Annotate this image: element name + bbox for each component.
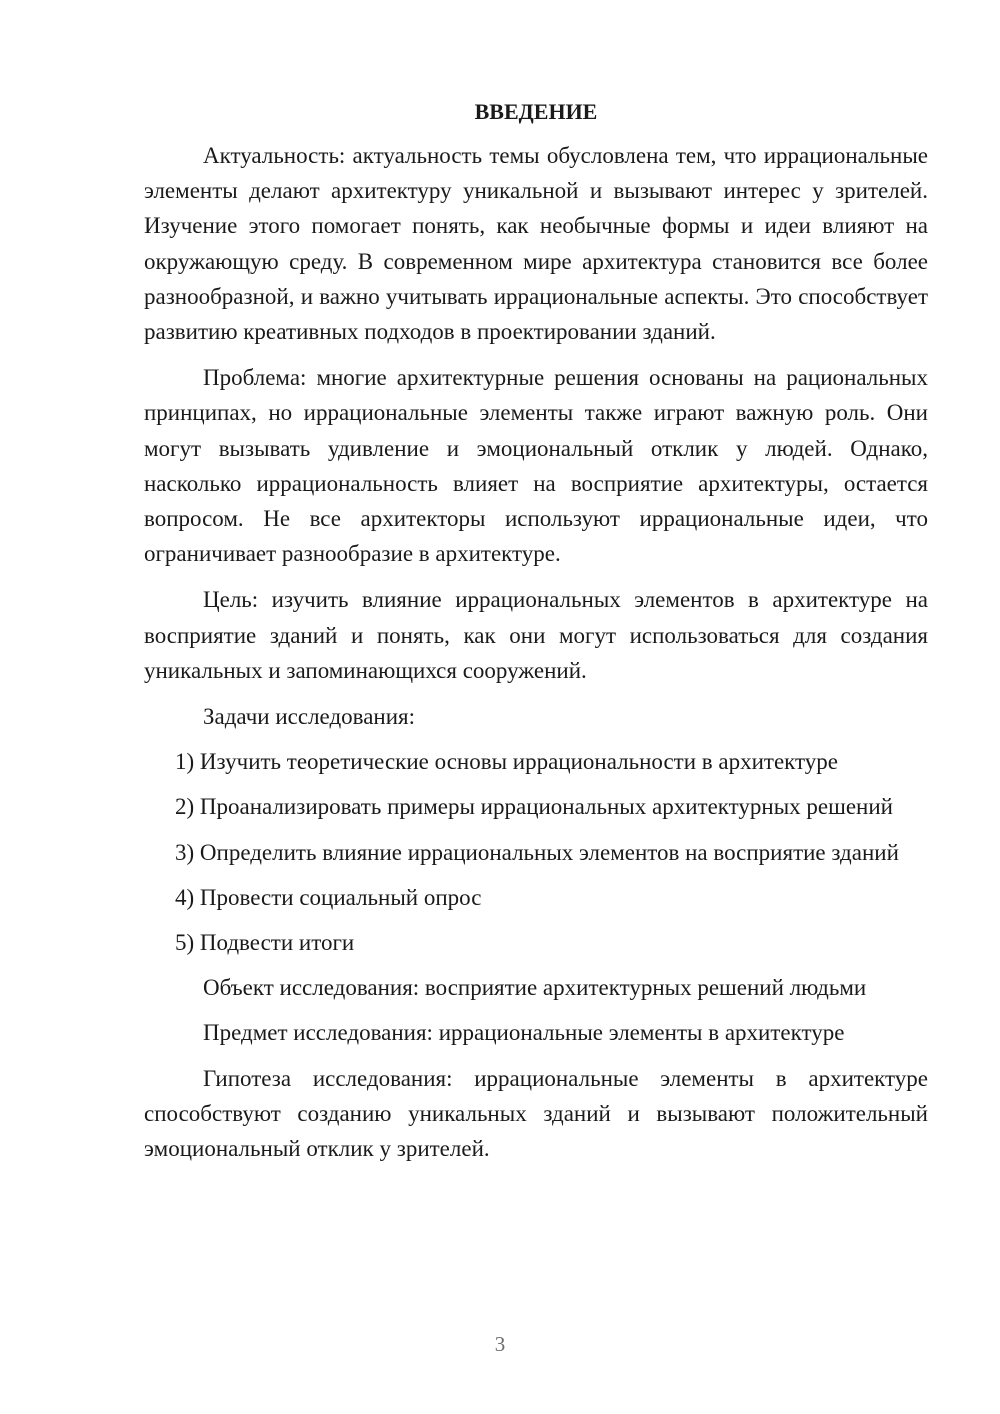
task-item-5: 5) Подвести итоги [175, 930, 355, 956]
paragraph-object: Объект исследования: восприятие архитектурных решений людьми [203, 975, 867, 1001]
document-page [144, 94, 928, 1166]
paragraph-problem: Проблема: многие архитектурные решения основаны на рациональных принципах, но иррациональные элементы также играют важную роль. Они могут вызывать удивление и эмоциональный отклик у людей. Однако, насколько иррациональность влияет на восприятие архитектуры, остается вопросом. Не все архитекторы используют иррациональные идеи, что ограничивает разнообразие в архитектуре. [144, 365, 928, 567]
paragraph-subject: Предмет исследования: иррациональные элементы в архитектуре [203, 1020, 845, 1046]
task-item-4: 4) Провести социальный опрос [175, 884, 482, 910]
page-number: 3 [494, 1332, 506, 1356]
task-item-1: 1) Изучить теоретические основы иррациональности в архитектуре [175, 749, 839, 775]
task-item-2: 2) Проанализировать примеры иррациональных архитектурных решений [175, 794, 893, 820]
paragraph-relevance: Актуальность: актуальность темы обусловлена тем, что иррациональные элементы делают архитектуру уникальной и вызывают интерес у зрителей. Изучение этого помогает понять, как необычные формы и идеи влияют на окружающую среду. В современном мире архитектура становится все более разнообразной, и важно учитывать иррациональные аспекты. Это способствует развитию креативных подходов в проектировании зданий. [144, 143, 928, 345]
task-item-3: 3) Определить влияние иррациональных элементов на восприятие зданий [175, 839, 899, 865]
paragraph-goal: Цель: изучить влияние иррациональных элементов в архитектуре на восприятие зданий и понять, как они могут использоваться для создания уникальных и запоминающихся сооружений. [144, 587, 928, 683]
tasks-heading: Задачи исследования: [203, 704, 416, 730]
section-title: ВВЕДЕНИЕ [474, 99, 598, 124]
paragraph-hypothesis: Гипотеза исследования: иррациональные элементы в архитектуре способствуют созданию уникальных зданий и вызывают положительный эмоциональный отклик у зрителей. [144, 1065, 928, 1162]
